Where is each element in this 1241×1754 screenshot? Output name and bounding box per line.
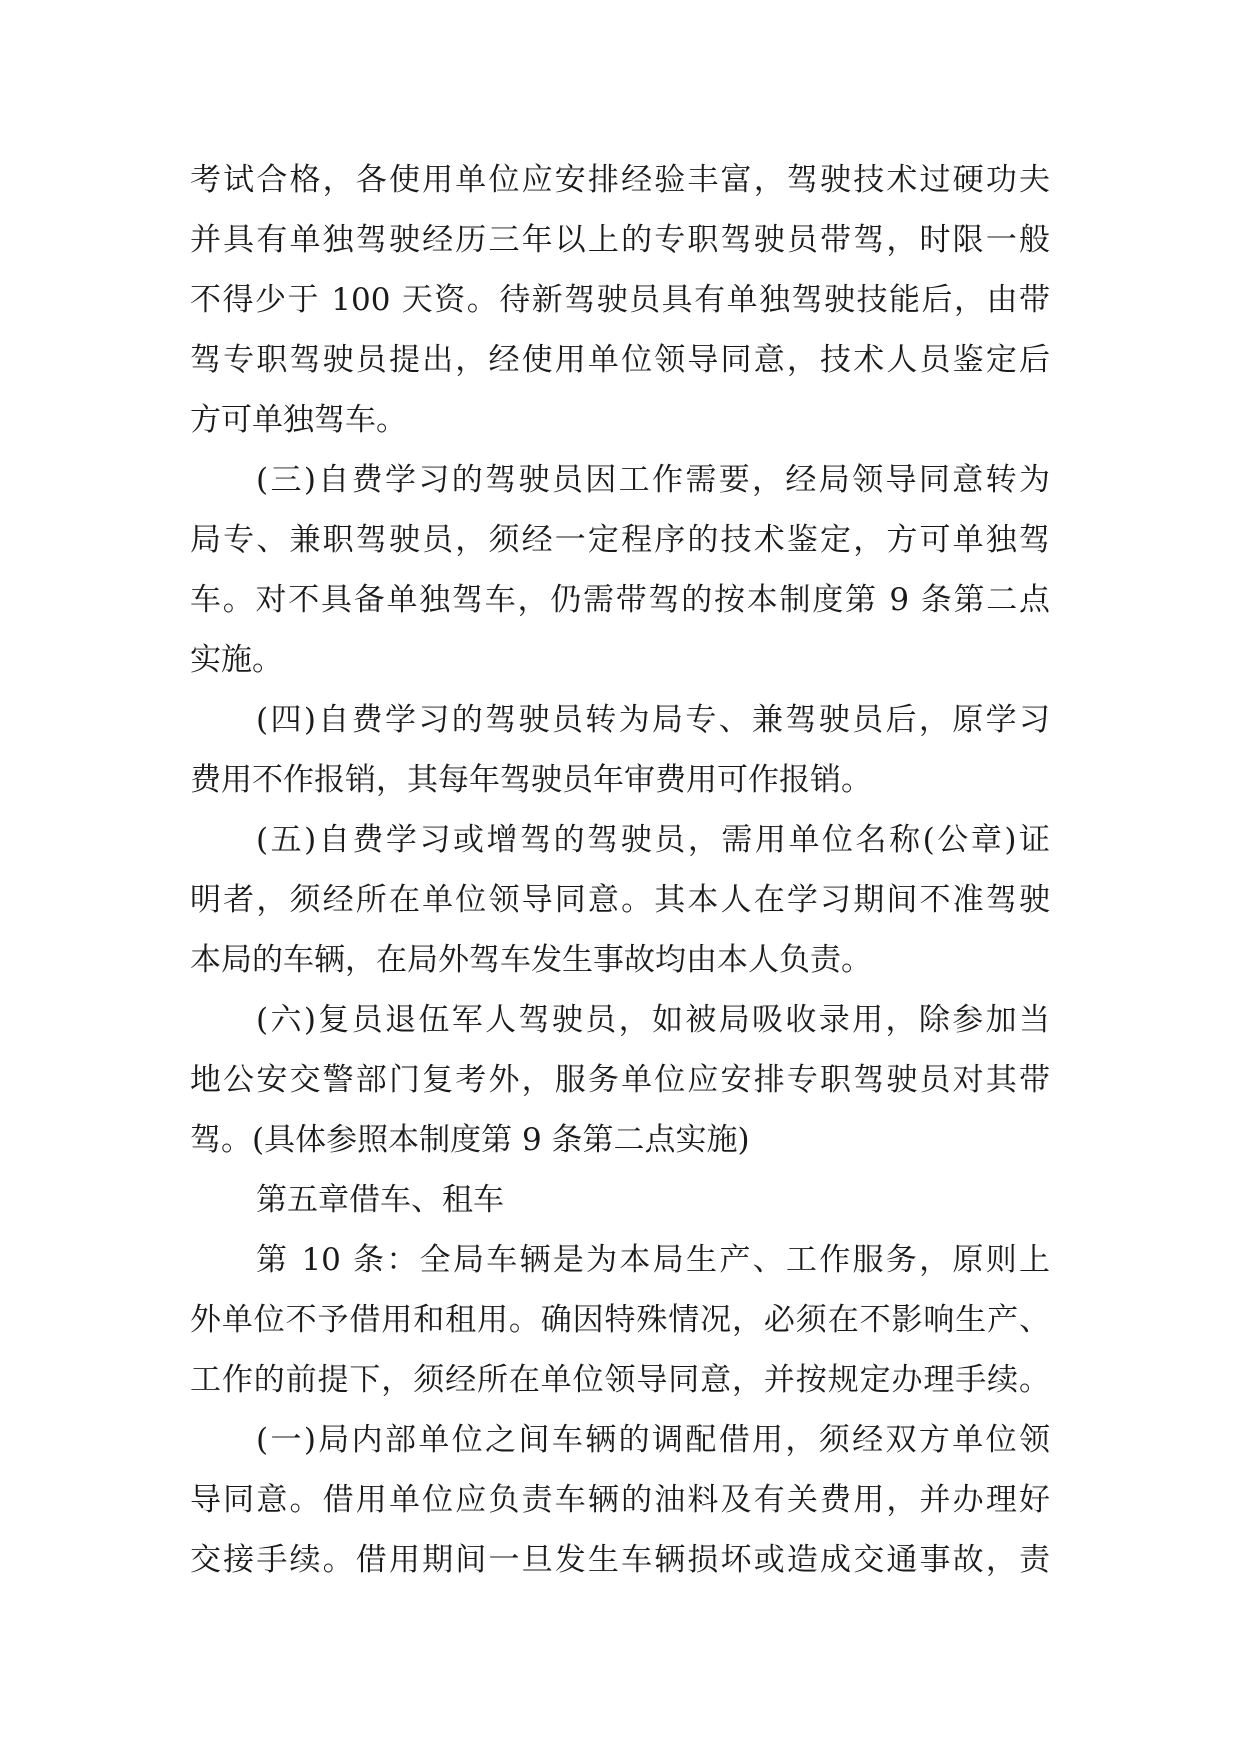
text-line: 地公安交警部门复考外，服务单位应安排专职驾驶员对其带 xyxy=(190,1062,1050,1098)
text-line: 方可单独驾车。 xyxy=(190,402,407,438)
text-line: 驾专职驾驶员提出，经使用单位领导同意，技术人员鉴定后 xyxy=(190,342,1050,378)
text-line: 并具有单独驾驶经历三年以上的专职驾驶员带驾，时限一般 xyxy=(190,222,1050,258)
text-line: (一)局内部单位之间车辆的调配借用，须经双方单位领 xyxy=(256,1422,1050,1458)
text-line: 费用不作报销，其每年驾驶员年审费用可作报销。 xyxy=(190,762,872,798)
text-line: 导同意。借用单位应负责车辆的油料及有关费用，并办理好 xyxy=(190,1482,1050,1518)
text-line: 本局的车辆，在局外驾车发生事故均由本人负责。 xyxy=(190,942,872,978)
text-line: 第五章借车、租车 xyxy=(256,1182,504,1218)
text-line: 明者，须经所在单位领导同意。其本人在学习期间不准驾驶 xyxy=(190,882,1050,918)
text-line: (四)自费学习的驾驶员转为局专、兼驾驶员后，原学习 xyxy=(256,702,1050,738)
document-body xyxy=(190,150,1050,1590)
text-line: 外单位不予借用和租用。确因特殊情况，必须在不影响生产、 xyxy=(190,1302,1050,1338)
text-line: 考试合格，各使用单位应安排经验丰富，驾驶技术过硬功夫 xyxy=(190,162,1050,198)
text-line: 交接手续。借用期间一旦发生车辆损坏或造成交通事故，责 xyxy=(190,1542,1050,1578)
text-line: 局专、兼职驾驶员，须经一定程序的技术鉴定，方可单独驾 xyxy=(190,522,1050,558)
text-line: 不得少于 100 天资。待新驾驶员具有单独驾驶技能后，由带 xyxy=(190,282,1050,318)
text-line: 实施。 xyxy=(190,642,283,678)
text-line: (六)复员退伍军人驾驶员，如被局吸收录用，除参加当 xyxy=(256,1002,1050,1038)
text-line: 工作的前提下，须经所在单位领导同意，并按规定办理手续。 xyxy=(190,1362,1050,1398)
text-line: (五)自费学习或增驾的驾驶员，需用单位名称(公章)证 xyxy=(256,822,1050,858)
text-line: 车。对不具备单独驾车，仍需带驾的按本制度第 9 条第二点 xyxy=(190,582,1050,618)
text-line: (三)自费学习的驾驶员因工作需要，经局领导同意转为 xyxy=(256,462,1050,498)
text-line: 第 10 条：全局车辆是为本局生产、工作服务，原则上 xyxy=(256,1242,1050,1278)
text-line: 驾。(具体参照本制度第 9 条第二点实施) xyxy=(190,1122,750,1158)
